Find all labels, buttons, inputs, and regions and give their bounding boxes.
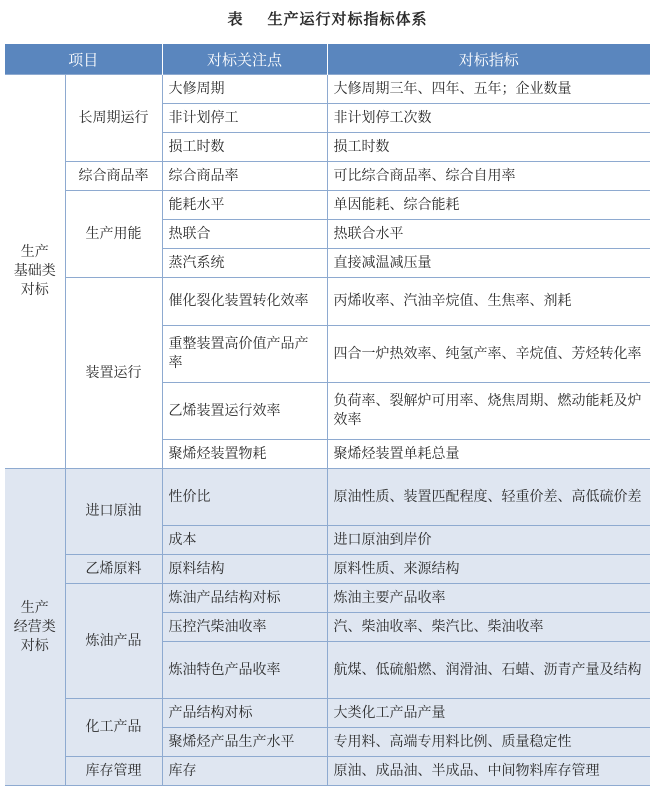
subgroup-cell: 长周期运行 [65,75,162,162]
table-row [5,584,650,613]
indicator-cell: 聚烯烃装置单耗总量 [327,440,650,469]
header-project: 项目 [5,44,162,75]
indicator-cell: 进口原油到岸价 [327,526,650,555]
focus-cell: 炼油产品结构对标 [162,584,327,613]
category-cell: 生产 经营类 对标 [5,469,65,786]
focus-cell: 重整装置高价值产品产率 [162,326,327,383]
table-row [5,191,650,220]
focus-cell: 原料结构 [162,555,327,584]
table-row [5,75,650,104]
indicator-cell: 负荷率、裂解炉可用率、烧焦周期、燃动能耗及炉效率 [327,383,650,440]
indicator-cell: 损工时数 [327,133,650,162]
indicator-cell: 非计划停工次数 [327,104,650,133]
group-production-basic [5,75,650,469]
focus-cell: 成本 [162,526,327,555]
benchmark-table [5,44,650,786]
focus-cell: 损工时数 [162,133,327,162]
indicator-cell: 可比综合商品率、综合自用率 [327,162,650,191]
subgroup-cell: 化工产品 [65,699,162,757]
indicator-cell: 原料性质、来源结构 [327,555,650,584]
focus-cell: 乙烯装置运行效率 [162,383,327,440]
indicator-cell: 大类化工产品产量 [327,699,650,728]
subgroup-cell: 装置运行 [65,278,162,469]
focus-cell: 能耗水平 [162,191,327,220]
indicator-cell: 原油、成品油、半成品、中间物料库存管理 [327,757,650,786]
subgroup-cell: 进口原油 [65,469,162,555]
indicator-cell: 航煤、低硫船燃、润滑油、石蜡、沥青产量及结构 [327,642,650,699]
focus-cell: 非计划停工 [162,104,327,133]
focus-cell: 产品结构对标 [162,699,327,728]
focus-cell: 综合商品率 [162,162,327,191]
subgroup-cell: 乙烯原料 [65,555,162,584]
header-focus: 对标关注点 [162,44,327,75]
indicator-cell: 炼油主要产品收率 [327,584,650,613]
table-row [5,699,650,728]
table-caption [0,0,655,38]
focus-cell: 大修周期 [162,75,327,104]
focus-cell: 催化裂化装置转化效率 [162,278,327,326]
focus-cell: 库存 [162,757,327,786]
table-row [5,162,650,191]
table-row [5,278,650,326]
header-indicator: 对标指标 [327,44,650,75]
indicator-cell: 大修周期三年、四年、五年；企业数量 [327,75,650,104]
focus-cell: 性价比 [162,469,327,526]
indicator-cell: 丙烯收率、汽油辛烷值、生焦率、剂耗 [327,278,650,326]
focus-cell: 聚烯烃装置物耗 [162,440,327,469]
focus-cell: 炼油特色产品收率 [162,642,327,699]
category-cell: 生产 基础类 对标 [5,75,65,469]
subgroup-cell: 炼油产品 [65,584,162,699]
header-row [5,44,650,75]
focus-cell: 聚烯烃产品生产水平 [162,728,327,757]
table-row [5,469,650,526]
indicator-cell: 原油性质、装置匹配程度、轻重价差、高低硫价差 [327,469,650,526]
subgroup-cell: 生产用能 [65,191,162,278]
group-production-operation [5,469,650,786]
focus-cell: 压控汽柴油收率 [162,613,327,642]
indicator-cell: 单因能耗、综合能耗 [327,191,650,220]
focus-cell: 蒸汽系统 [162,249,327,278]
table-row [5,757,650,786]
indicator-cell: 直接减温减压量 [327,249,650,278]
indicator-cell: 汽、柴油收率、柴汽比、柴油收率 [327,613,650,642]
subgroup-cell: 综合商品率 [65,162,162,191]
caption-title: 生产运行对标指标体系 [267,10,428,28]
caption-label: 表 [227,10,244,28]
focus-cell: 热联合 [162,220,327,249]
indicator-cell: 专用料、高端专用料比例、质量稳定性 [327,728,650,757]
indicator-cell: 热联合水平 [327,220,650,249]
table-row [5,555,650,584]
indicator-cell: 四合一炉热效率、纯氢产率、辛烷值、芳烃转化率 [327,326,650,383]
subgroup-cell: 库存管理 [65,757,162,786]
